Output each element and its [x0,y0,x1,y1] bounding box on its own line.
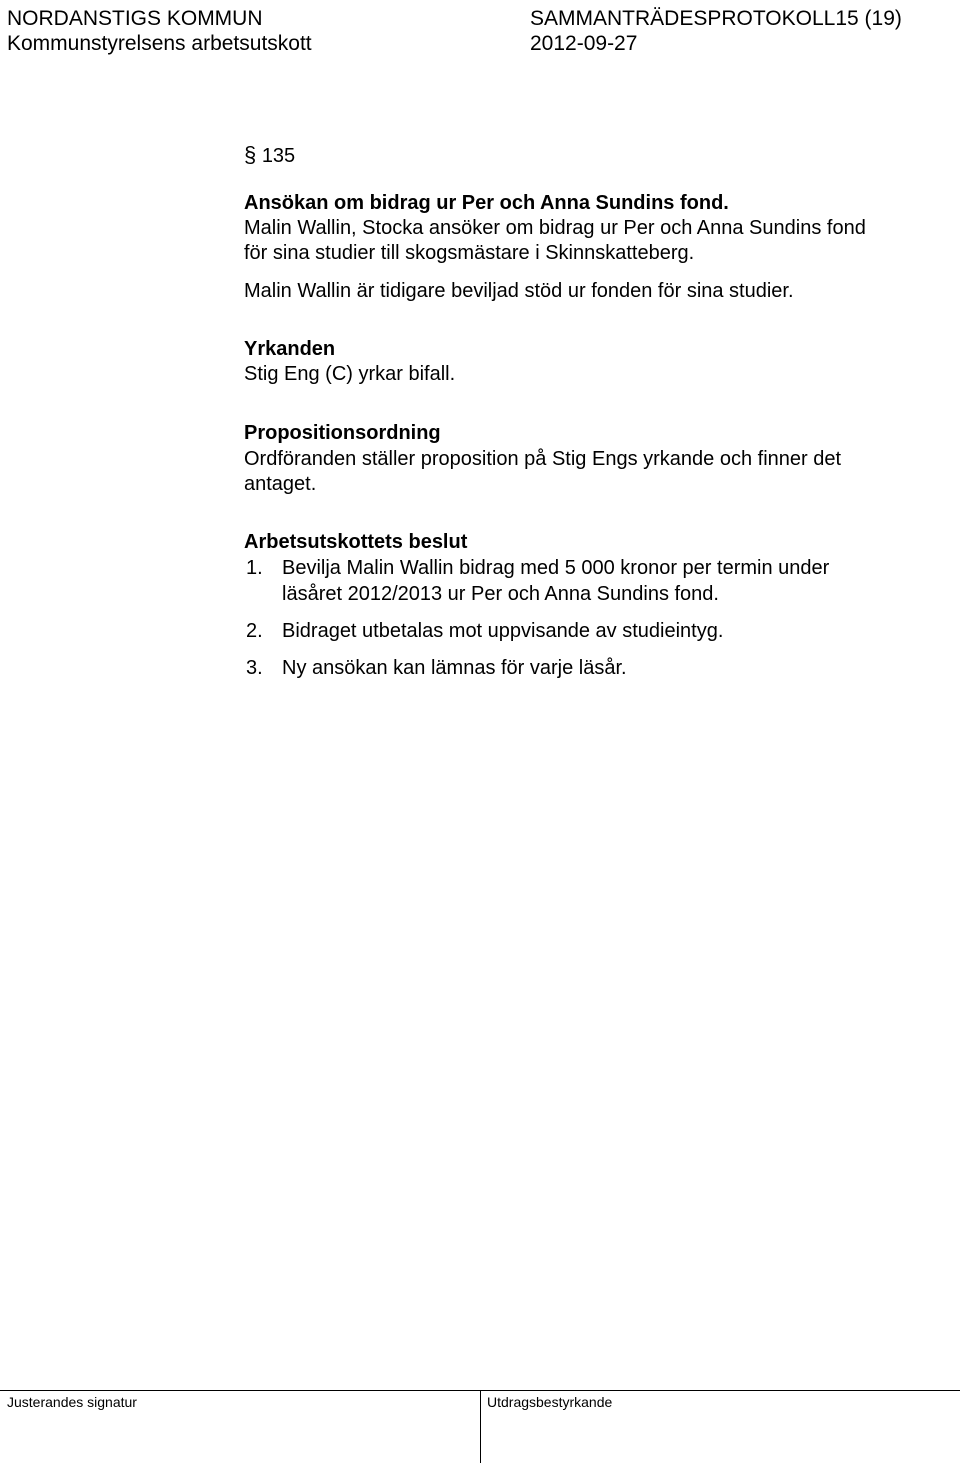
beslut-item-3-line-1: Ny ansökan kan lämnas för varje läsår. [282,657,627,679]
beslut-item-2-line-1: Bidraget utbetalas mot uppvisande av studieintyg. [282,620,724,642]
propositionsordning-line-1: Ordföranden ställer proposition på Stig Engs yrkande och finner det [244,448,842,470]
intro-line-1: Malin Wallin, Stocka ansöker om bidrag ur Per och Anna Sundins fond [244,217,866,239]
header-page-number: 15 (19) [835,7,902,30]
paragraph-number: 135 [261,145,296,167]
intro-line-2: för sina studier till skogsmästare i Skinnskatteberg. [244,242,695,264]
paragraph-heading [244,142,295,169]
intro-line-3: Malin Wallin är tidigare beviljad stöd ur fonden för sina studier. [244,280,794,302]
beslut-heading: Arbetsutskottets beslut [244,531,468,553]
propositionsordning-line-2: antaget. [244,473,317,495]
header-protocol-title [530,7,902,31]
yrkanden-text: Stig Eng (C) yrkar bifall. [244,363,456,385]
beslut-item-3-number: 3. [246,657,263,679]
header-municipality: NORDANSTIGS KOMMUN [7,7,263,30]
beslut-item-2-number: 2. [246,620,263,642]
header-date: 2012-09-27 [530,32,638,55]
beslut-item-2 [0,618,960,644]
footer-signature-label: Justerandes signatur [7,1394,137,1410]
propositionsordning-heading: Propositionsordning [244,422,441,444]
footer-divider-vertical [480,1390,481,1463]
document-title: Ansökan om bidrag ur Per och Anna Sundins fond. [244,192,729,214]
beslut-item-1-number: 1. [246,557,263,579]
beslut-item-1 [0,555,960,581]
beslut-item-1-line-2: läsåret 2012/2013 ur Per och Anna Sundins fond. [282,583,719,605]
beslut-item-1-line-1: Bevilja Malin Wallin bidrag med 5 000 kronor per termin under [282,557,830,579]
header-protocol: SAMMANTRÄDESPROTOKOLL [530,7,836,30]
beslut-item-3 [0,655,960,681]
header-committee: Kommunstyrelsens arbetsutskott [7,32,312,55]
yrkanden-heading: Yrkanden [244,338,336,360]
footer-certification-label: Utdragsbestyrkande [487,1394,613,1410]
section-symbol: § [244,142,257,167]
